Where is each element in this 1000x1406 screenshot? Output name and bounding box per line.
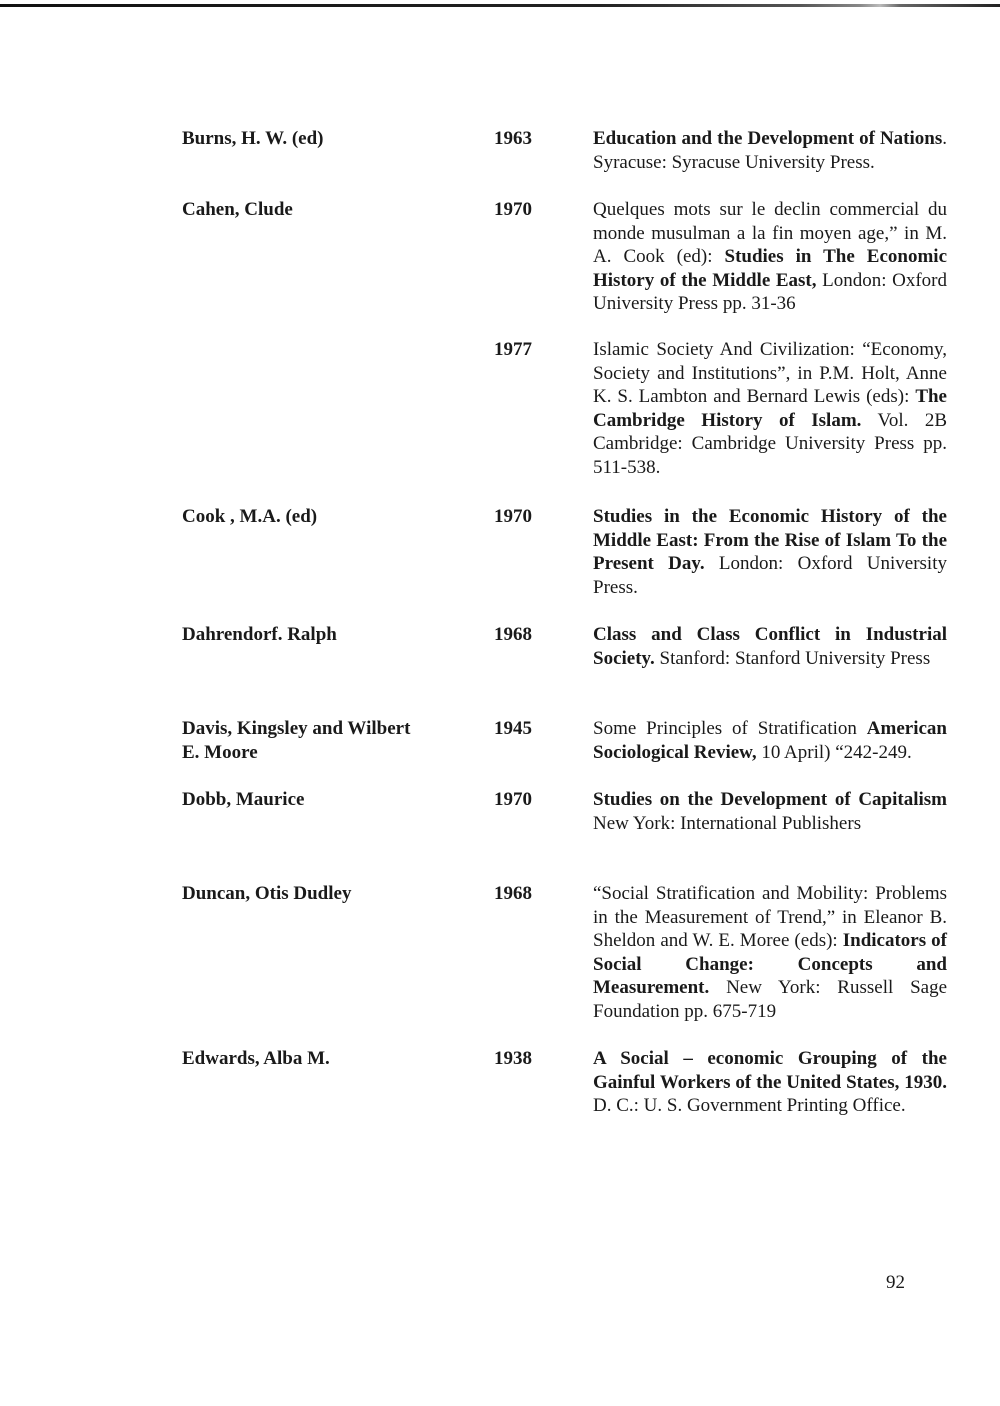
entry-author: Davis, Kingsley and Wilbert E. Moore xyxy=(182,718,411,763)
entry-author: Dobb, Maurice xyxy=(182,789,305,810)
entry-citation xyxy=(593,505,947,599)
citation-text: London: Oxford University Press pp. 31-36 xyxy=(593,269,947,314)
entry-citation xyxy=(593,127,947,174)
entry-citation xyxy=(593,1047,947,1118)
citation-title: Studies in The Economic History of the Middle East, xyxy=(593,246,947,291)
citation-title: American Sociological Review, xyxy=(593,718,947,763)
entry-citation xyxy=(593,198,947,316)
bibliography-entry xyxy=(0,1047,1000,1147)
entry-citation xyxy=(593,338,947,479)
citation-title: The Cambridge History of Islam. xyxy=(593,386,947,431)
entry-author: Cook , M.A. (ed) xyxy=(182,506,318,527)
citation-text: “Social Stratification and Mobility: Problems in the Measurement of Trend,” in Eleanor B. Sheldon and W. E. Moree (eds): xyxy=(593,883,947,951)
citation-text: Stanford: Stanford University Press xyxy=(654,647,931,669)
citation-text: Quelques mots sur le declin commercial du monde musulman a la fin moyen age,” in M. A. Cook (ed): xyxy=(593,199,947,267)
citation-title: Studies on the Development of Capitalism xyxy=(593,789,947,810)
entry-year: 1970 xyxy=(494,789,532,810)
entry-year: 1970 xyxy=(494,506,532,527)
citation-text: Islamic Society And Civilization: “Economy, Society and Institutions”, in P.M. Holt, Anne K. S. Lambton and Bernard Lewis (eds): xyxy=(593,339,947,407)
citation-text: Vol. 2B Cambridge: Cambridge University Press pp. 511-538. xyxy=(593,409,947,478)
citation-text: London: Oxford University Press. xyxy=(593,553,947,598)
bibliography-list xyxy=(0,127,1000,1147)
bibliography-entry xyxy=(0,788,1000,882)
entry-year: 1970 xyxy=(494,199,532,220)
entry-year: 1945 xyxy=(494,718,532,739)
entry-author: Cahen, Clude xyxy=(182,199,293,220)
entry-year: 1938 xyxy=(494,1048,532,1069)
entry-year: 1963 xyxy=(494,128,532,149)
entry-author: Burns, H. W. (ed) xyxy=(182,128,324,149)
bibliography-entry xyxy=(0,717,1000,788)
page-number: 92 xyxy=(886,1272,905,1293)
bibliography-entry xyxy=(0,198,1000,338)
entry-author: Dahrendorf. Ralph xyxy=(182,624,337,645)
entry-year: 1968 xyxy=(494,883,532,904)
citation-title: Education and the Development of Nations xyxy=(593,128,943,149)
entry-year: 1977 xyxy=(494,339,532,360)
citation-text: Some Principles of Stratification xyxy=(593,718,867,739)
scan-border-line xyxy=(0,4,1000,7)
entry-year: 1968 xyxy=(494,624,532,645)
citation-text: New York: Russell Sage Foundation pp. 675-719 xyxy=(593,977,947,1022)
entry-citation xyxy=(593,717,947,764)
citation-title: A Social – economic Grouping of the Gainful Workers of the United States, 1930. xyxy=(593,1048,947,1093)
citation-text: New York: International Publishers xyxy=(593,812,862,834)
entry-citation xyxy=(593,623,947,670)
citation-text: 10 April) “242-249. xyxy=(756,741,912,763)
bibliography-entry xyxy=(0,505,1000,623)
entry-citation xyxy=(593,788,947,835)
citation-text: D. C.: U. S. Government Printing Office. xyxy=(593,1095,906,1116)
entry-author: Duncan, Otis Dudley xyxy=(182,883,352,904)
citation-title: Class and Class Conflict in Industrial Society. xyxy=(593,624,947,669)
entry-author: Edwards, Alba M. xyxy=(182,1048,330,1069)
citation-text: . Syracuse: Syracuse University Press. xyxy=(593,128,947,173)
citation-title: Indicators of Social Change: Concepts and Measurement. xyxy=(593,930,947,998)
bibliography-entry xyxy=(0,127,1000,198)
citation-title: Studies in the Economic History of the Middle East: From the Rise of Islam To the Present Day. xyxy=(593,506,947,574)
bibliography-entry xyxy=(0,623,1000,717)
bibliography-entry xyxy=(0,882,1000,1047)
bibliography-entry xyxy=(0,338,1000,505)
entry-citation xyxy=(593,882,947,1023)
